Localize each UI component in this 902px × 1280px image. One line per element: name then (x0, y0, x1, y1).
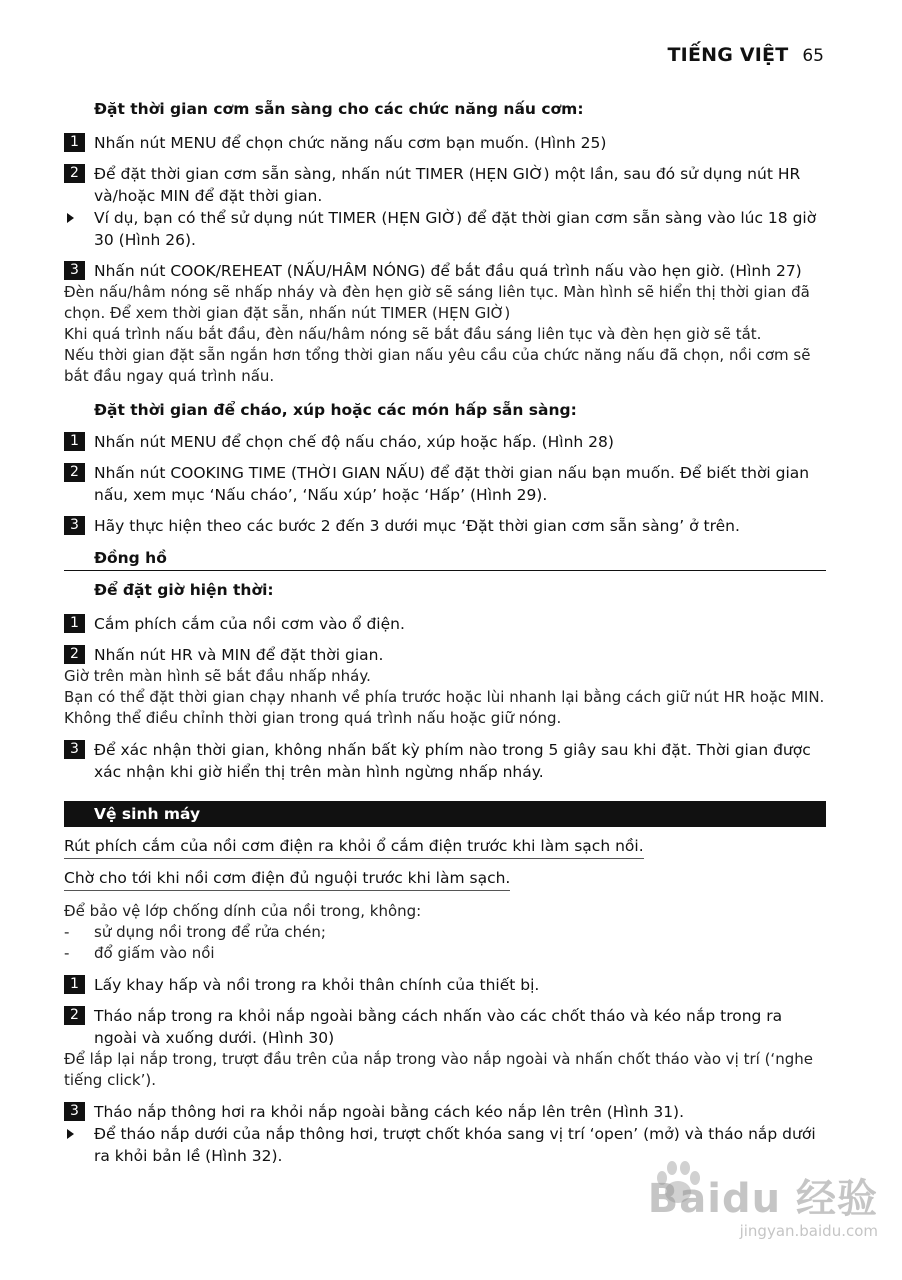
step-1 (64, 132, 826, 154)
note: Giờ trên màn hình sẽ bắt đầu nhấp nháy. (64, 667, 371, 685)
step-text: Cắm phích cắm của nồi cơm vào ổ điện. (94, 615, 405, 633)
note: Không thể điều chỉnh thời gian trong quá trình nấu hoặc giữ nóng. (64, 709, 562, 727)
step-2 (64, 1005, 826, 1049)
watermark (648, 1167, 878, 1240)
step-text: Nhấn nút MENU để chọn chế độ nấu cháo, xúp hoặc hấp. (Hình 28) (94, 433, 614, 451)
step-text: Hãy thực hiện theo các bước 2 đến 3 dưới mục ‘Đặt thời gian cơm sẵn sàng’ ở trên. (94, 517, 740, 535)
warning-text: Rút phích cắm của nồi cơm điện ra khỏi ổ cắm điện trước khi làm sạch nồi. (64, 835, 644, 859)
step-text: Nhấn nút COOKING TIME (THỜI GIAN NẤU) để đặt thời gian nấu bạn muốn. Để biết thời gian nấu, xem mục ‘Nấu cháo’, ‘Nấu xúp’ hoặc ‘Hấp’ (Hình 29). (94, 464, 810, 504)
step-3 (64, 260, 826, 282)
step-3 (64, 739, 826, 783)
warning-2 (64, 867, 826, 891)
step-text: Tháo nắp trong ra khỏi nắp ngoài bằng cách nhấn vào các chốt tháo và kéo nắp trong ra ngoài và xuống dưới. (Hình 30) (94, 1007, 783, 1047)
page-content (64, 98, 826, 1167)
subheading-set-current-time: Để đặt giờ hiện thời: (94, 581, 274, 599)
step-number: 2 (64, 164, 85, 183)
step-number: 2 (64, 645, 85, 664)
bullet-item (64, 207, 826, 251)
step-number: 3 (64, 261, 85, 280)
bullet-text: Ví dụ, bạn có thể sử dụng nút TIMER (HẸN GIỜ) để đặt thời gian cơm sẵn sàng vào lúc 18 giờ 30 (Hình 26). (94, 209, 817, 249)
step-text: Để xác nhận thời gian, không nhấn bất kỳ phím nào trong 5 giây sau khi đặt. Thời gian được xác nhận khi giờ hiển thị trên màn hình ngừng nhấp nháy. (94, 741, 811, 781)
step-text: Nhấn nút HR và MIN để đặt thời gian. (94, 646, 384, 664)
section-heading-cleaning: Vệ sinh máy (64, 801, 826, 827)
step-number: 2 (64, 463, 85, 482)
dash-text: đổ giấm vào nồi (94, 944, 215, 962)
bullet-arrow-icon (67, 213, 74, 223)
step-number: 3 (64, 516, 85, 535)
subheading-porridge-soup-steam: Đặt thời gian để cháo, xúp hoặc các món hấp sẵn sàng: (94, 401, 577, 419)
page-header (668, 44, 824, 66)
step-1 (64, 431, 826, 453)
watermark-url: jingyan.baidu.com (739, 1222, 878, 1240)
watermark-brand: Baidu 经验 (647, 1176, 878, 1222)
note: Để bảo vệ lớp chống dính của nồi trong, không: (64, 902, 422, 920)
step-2 (64, 644, 826, 666)
dash-item: - đổ giấm vào nồi (64, 944, 215, 962)
section-heading-clock: Đồng hồ (64, 547, 826, 571)
bullet-arrow-icon (67, 1129, 74, 1139)
bullet-text: Để tháo nắp dưới của nắp thông hơi, trượt chốt khóa sang vị trí ‘open’ (mở) và tháo nắp dưới ra khỏi bản lề (Hình 32). (94, 1125, 816, 1165)
step-number: 2 (64, 1006, 85, 1025)
step-text: Lấy khay hấp và nồi trong ra khỏi thân chính của thiết bị. (94, 976, 540, 994)
step-3 (64, 1101, 826, 1123)
page-number: 65 (802, 46, 824, 66)
note: Đèn nấu/hâm nóng sẽ nhấp nháy và đèn hẹn giờ sẽ sáng liên tục. Màn hình sẽ hiển thị thời gian đã chọn. Để xem thời gian đặt sẵn, nhấn nút TIMER (HẸN GIỜ) (64, 283, 810, 322)
note: Để lắp lại nắp trong, trượt đầu trên của nắp trong vào nắp ngoài và nhấn chốt tháo vào vị trí (‘nghe tiếng click’). (64, 1050, 813, 1089)
dash-item: - sử dụng nồi trong để rửa chén; (64, 923, 326, 941)
step-number: 1 (64, 133, 85, 152)
step-text: Nhấn nút MENU để chọn chức năng nấu cơm bạn muốn. (Hình 25) (94, 134, 607, 152)
step-3 (64, 515, 826, 537)
step-text: Nhấn nút COOK/REHEAT (NẤU/HÂM NÓNG) để bắt đầu quá trình nấu vào hẹn giờ. (Hình 27) (94, 262, 802, 280)
note: Khi quá trình nấu bắt đầu, đèn nấu/hâm nóng sẽ bắt đầu sáng liên tục và đèn hẹn giờ sẽ tắt. (64, 325, 762, 343)
step-number: 3 (64, 1102, 85, 1121)
step-2 (64, 163, 826, 207)
note: Nếu thời gian đặt sẵn ngắn hơn tổng thời gian nấu yêu cầu của chức năng nấu đã chọn, nồi cơm sẽ bắt đầu ngay quá trình nấu. (64, 346, 811, 385)
language-heading: TIẾNG VIỆT (667, 44, 789, 66)
warning-text: Chờ cho tới khi nồi cơm điện đủ nguội trước khi làm sạch. (64, 867, 510, 891)
step-number: 1 (64, 432, 85, 451)
step-number: 1 (64, 975, 85, 994)
step-number: 1 (64, 614, 85, 633)
step-text: Để đặt thời gian cơm sẵn sàng, nhấn nút TIMER (HẸN GIỜ) một lần, sau đó sử dụng nút HR và/hoặc MIN để đặt thời gian. (94, 165, 801, 205)
step-number: 3 (64, 740, 85, 759)
bullet-item (64, 1123, 826, 1167)
step-1 (64, 613, 826, 635)
subheading-ready-time-rice: Đặt thời gian cơm sẵn sàng cho các chức năng nấu cơm: (94, 100, 584, 118)
warning-1 (64, 835, 826, 859)
step-2 (64, 462, 826, 506)
step-text: Tháo nắp thông hơi ra khỏi nắp ngoài bằng cách kéo nắp lên trên (Hình 31). (94, 1103, 685, 1121)
dash-text: sử dụng nồi trong để rửa chén; (94, 923, 326, 941)
step-1 (64, 974, 826, 996)
note: Bạn có thể đặt thời gian chạy nhanh về phía trước hoặc lùi nhanh lại bằng cách giữ nút HR hoặc MIN. (64, 688, 825, 706)
